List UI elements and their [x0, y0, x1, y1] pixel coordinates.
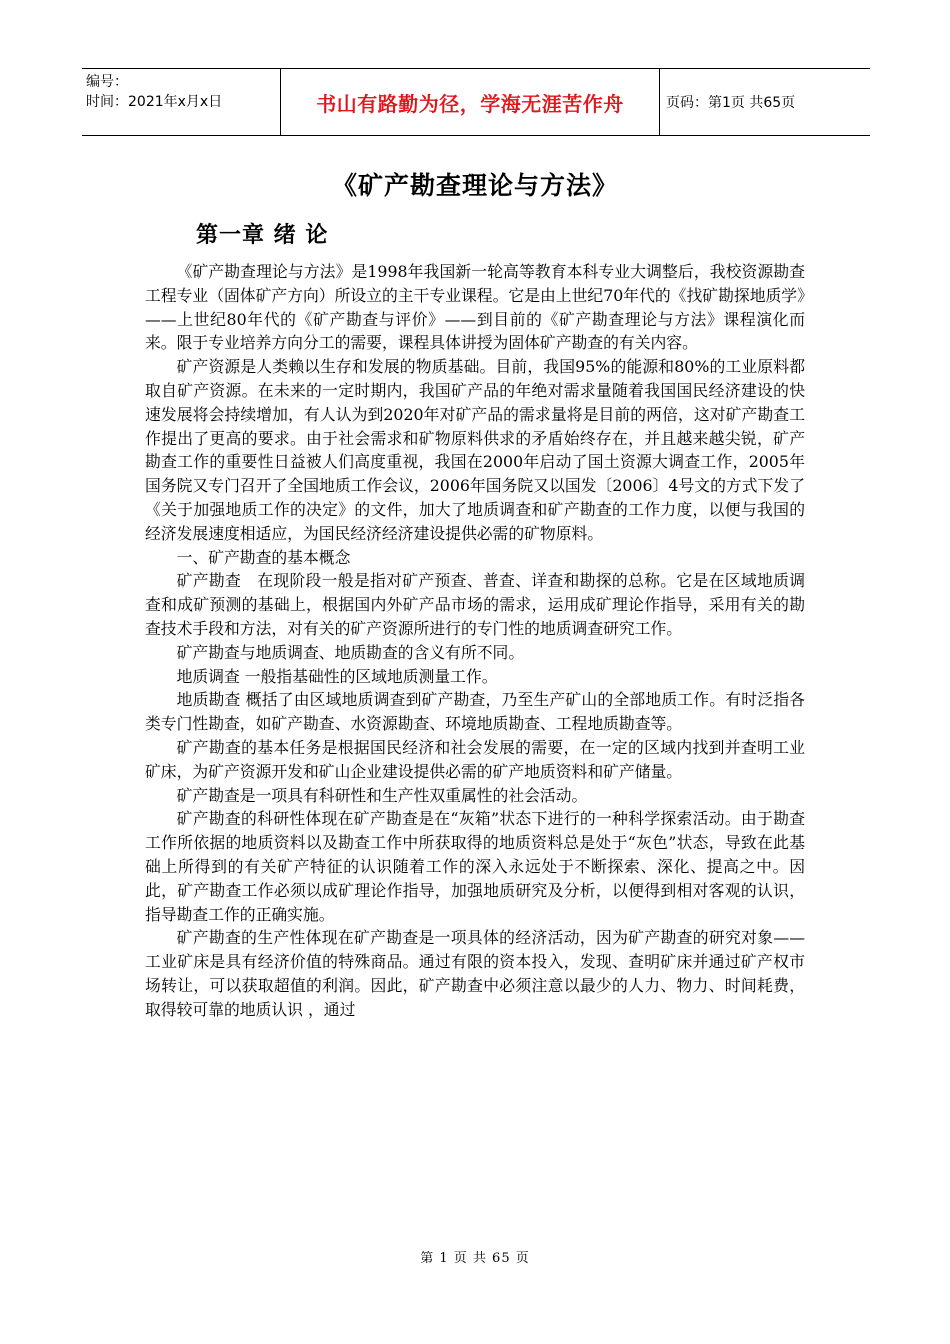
header-motto: 书山有路勤为径，学海无涯苦作舟 [281, 69, 660, 135]
document-title: 《矿产勘查理论与方法》 [331, 171, 618, 200]
paragraph: 矿产勘查 在现阶段一般是指对矿产预查、普查、详查和勘探的总称。它是在区域地质调查和成矿预测的基础上，根据国内外矿产品市场的需求，运用成矿理论作指导，采用有关的勘查技术手段和方法，对有关的矿产资源所进行的专门性的地质调查研究工作。 [145, 571, 805, 638]
document-date-label: 时间：2021年x月x日 [86, 94, 223, 110]
chapter-heading: 第一章 绪 论 [196, 223, 329, 248]
paragraph: 《矿产勘查理论与方法》是1998年我国新一轮高等教育本科专业大调整后，我校资源勘查工程专业（固体矿产方向）所设立的主干专业课程。它是由上世纪70年代的《找矿勘探地质学》——上世纪80年代的《矿产勘查与评价》——到目前的《矿产勘查理论与方法》课程演化而来。限于专业培养方向分工的需要，课程具体讲授为固体矿产勘查的有关内容。 [145, 262, 805, 353]
paragraph: 矿产勘查的科研性体现在矿产勘查是在“灰箱”状态下进行的一种科学探索活动。由于勘查工作所依据的地质资料以及勘查工作中所获取得的地质资料总是处于“灰色”状态，导致在此基础上所得到的有关矿产特征的认识随着工作的深入永远处于不断探索、深化、提高之中。因此，矿产勘查工作必须以成矿理论作指导，加强地质研究及分析，以便得到相对客观的认识，指导勘查工作的正确实施。 [145, 809, 805, 924]
section-heading: 一、矿产勘查的基本概念 [176, 547, 351, 567]
page-header [82, 68, 870, 136]
document-number-label: 编号： [86, 74, 128, 90]
page-footer: 第 1 页 共 65 页 [420, 1251, 530, 1266]
paragraph: 地质勘查 概括了由区域地质调查到矿产勘查，乃至生产矿山的全部地质工作。有时泛指各类专门性勘查，如矿产勘查、水资源勘查、环境地质勘查、工程地质勘查等。 [145, 690, 805, 734]
header-page-info: 页码：第1页 共65页 [666, 95, 796, 111]
paragraph: 矿产勘查的基本任务是根据国民经济和社会发展的需要，在一定的区域内找到并查明工业矿床，为矿产资源开发和矿山企业建设提供必需的矿产地质资料和矿产储量。 [145, 737, 805, 781]
paragraph: 矿产资源是人类赖以生存和发展的物质基础。目前，我国95%的能源和80%的工业原料都取自矿产资源。在未来的一定时期内，我国矿产品的年绝对需求量随着我国国民经济建设的快速发展将会持续增加，有人认为到2020年对矿产品的需求量将是目前的两倍，这对矿产勘查工作提出了更高的要求。由于社会需求和矿物原料供求的矛盾始终存在，并且越来越尖锐，矿产勘查工作的重要性日益被人们高度重视，我国在2000年启动了国土资源大调查工作，2005年国务院又专门召开了全国地质工作会议，2006年国务院又以国发〔2006〕4号文的方式下发了《关于加强地质工作的决定》的文件，加大了地质调查和矿产勘查的工作力度，以便与我国的经济发展速度相适应，为国民经济经济建设提供必需的矿物原料。 [145, 357, 805, 543]
header-meta-cell [82, 69, 281, 135]
paragraph: 地质调查 一般指基础性的区域地质测量工作。 [176, 666, 498, 686]
body-text [145, 260, 805, 1022]
paragraph: 矿产勘查的生产性体现在矿产勘查是一项具体的经济活动，因为矿产勘查的研究对象——工业矿床是具有经济价值的特殊商品。通过有限的资本投入，发现、查明矿床并通过矿产权市场转让，可以获取超值的利润。因此，矿产勘查中必须注意以最少的人力、物力、时间耗费，取得较可靠的地质认识 ，通过 [145, 928, 805, 1019]
paragraph: 矿产勘查与地质调查、地质勘查的含义有所不同。 [176, 642, 525, 662]
paragraph: 矿产勘查是一项具有科研性和生产性双重属性的社会活动。 [176, 785, 588, 805]
